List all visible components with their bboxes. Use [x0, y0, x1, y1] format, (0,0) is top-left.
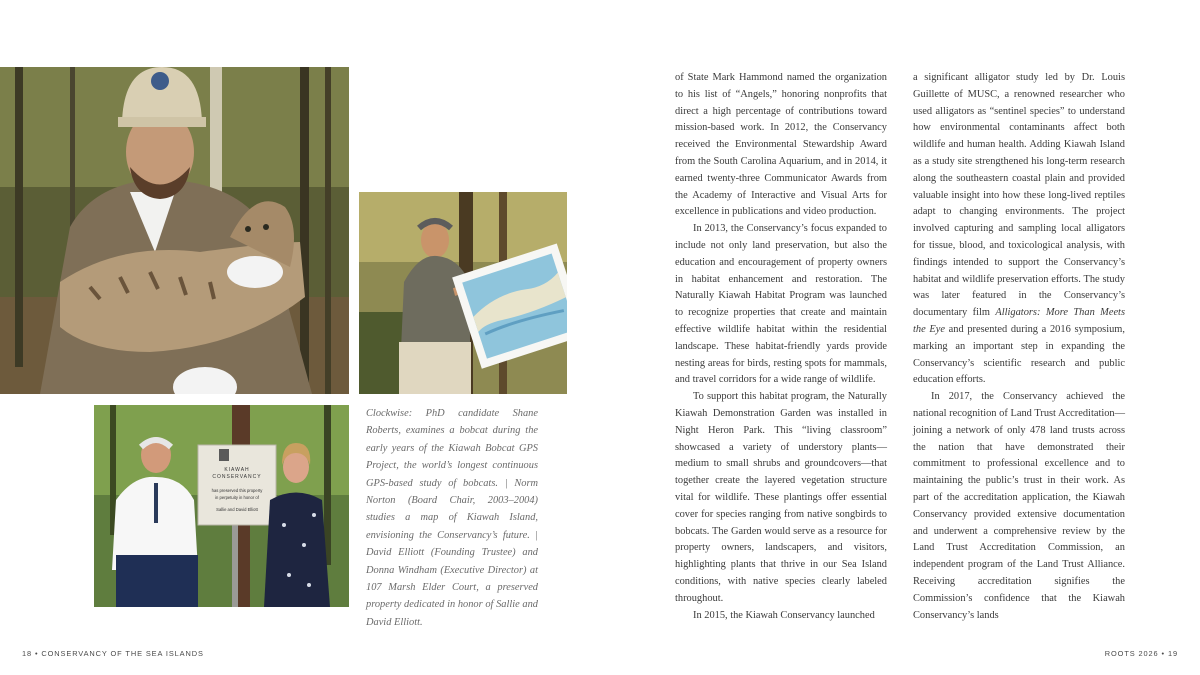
sign-line-3: has preserved this property: [211, 488, 263, 493]
photo-caption: Clockwise: PhD candidate Shane Roberts, examines a bobcat during the early years of the Kiawah Bobcat GPS Project, the world’s longest continuous GPS-based study of bobcats. | Norm Norton (Board Chair, 2003–2004) studies a map of Kiawah Island, envisioning the Conservancy’s future. | David Elliott (Founding Trustee) and Donna Windham (Executive Director) at 107 Marsh Elder Court, a preserved property dedicated in honor of Sallie and David Elliott.: [366, 408, 538, 628]
col1-paragraph-2: In 2013, the Conservancy’s focus expanded to include not only land preservation, but also the education and encouragement of property owners in habitat enhancement and restoration. The Naturally Kiawah Habitat Program was launched to recognize properties that create and maintain effective wildlife habitat within the residential landscape. These habitat-friendly yards provide nesting areas for birds, resting spots for mammals, and travel corridors for a wide range of wildlife.: [675, 223, 887, 386]
film-title: Alligators: More Than Meets the Eye: [913, 307, 1125, 335]
folio-right: ROOTS 2026 • 19: [1104, 649, 1178, 658]
bobcat-photo: [0, 67, 349, 394]
sign-line-4: in perpetuity in honor of: [215, 495, 259, 500]
body-column-2: [913, 70, 1125, 624]
col1-paragraph-1: of State Mark Hammond named the organization to his list of “Angels,” honoring nonprofits that direct a high percentage of contributions toward mission-based work. In 2012, the Conservancy received the Environmental Stewardship Award from the South Carolina Aquarium, and in 2014, it earned twenty-three Communicator Awards from the Academy of Interactive and Visual Arts for excellence in publications and video production.: [675, 72, 887, 218]
col2-paragraph-1-part-b: and presented during a 2016 symposium, marking an important step in expanding the Conservancy’s scientific research and public education efforts.: [913, 323, 1125, 386]
couple-photo: [94, 405, 349, 607]
col2-paragraph-1: [913, 70, 1125, 389]
body-column-1: [675, 70, 887, 624]
col2-paragraph-2: In 2017, the Conservancy achieved the national recognition of Land Trust Accreditation—joining a network of only 478 land trusts across the nation that have demonstrated their commitment to professional excellence and to maintaining the public’s trust in their work. As part of the accreditation application, the Kiawah Conservancy provided extensive documentation and underwent a comprehensive review by the Land Trust Accreditation Commission, an independent program of the Land Trust Alliance. Receiving accreditation signifies the Commission’s confidence that the Kiawah Conservancy’s lands: [913, 391, 1125, 621]
folio-left: 18 • CONSERVANCY OF THE SEA ISLANDS: [22, 649, 204, 658]
sign-line-1: KIAWAH: [224, 467, 250, 473]
col2-paragraph-1-part-a: a significant alligator study led by Dr. Louis Guillette of MUSC, a renowned researcher who used alligators as “sentinel species” to understand how environmental contaminants affect both wildlife and human health. Adding Kiawah Island as a study site strengthened his long-term research along the southeastern coastal plain and provided valuable insight into how these long-lived reptiles adapt to changing environments. The project involved capturing and sampling local alligators for tissue, blood, and toxicological analysis, with findings intended to support the Conservancy’s habitat and wildlife preservation efforts. The study was later featured in the Conservancy’s documentary film: [913, 72, 1125, 319]
map-photo: [359, 192, 567, 394]
sign-line-5: Sallie and David Elliott: [216, 507, 258, 512]
col1-paragraph-3: To support this habitat program, the Naturally Kiawah Demonstration Garden was installed in Night Heron Park. This “living classroom” showcased a variety of understory plants—medium to small shrubs and groundcovers—that together create the layered vegetation structure vital for wildlife. These plantings offer essential cover for species ranging from native songbirds to bobcats. The Garden would serve as a resource for property owners, landscapers, and visitors, highlighting plants that thrive in our Sea Island conditions, with native species clearly labeled throughout.: [675, 391, 887, 604]
sign-line-2: CONSERVANCY: [212, 474, 262, 480]
col1-paragraph-4: In 2015, the Kiawah Conservancy launched: [693, 609, 875, 621]
